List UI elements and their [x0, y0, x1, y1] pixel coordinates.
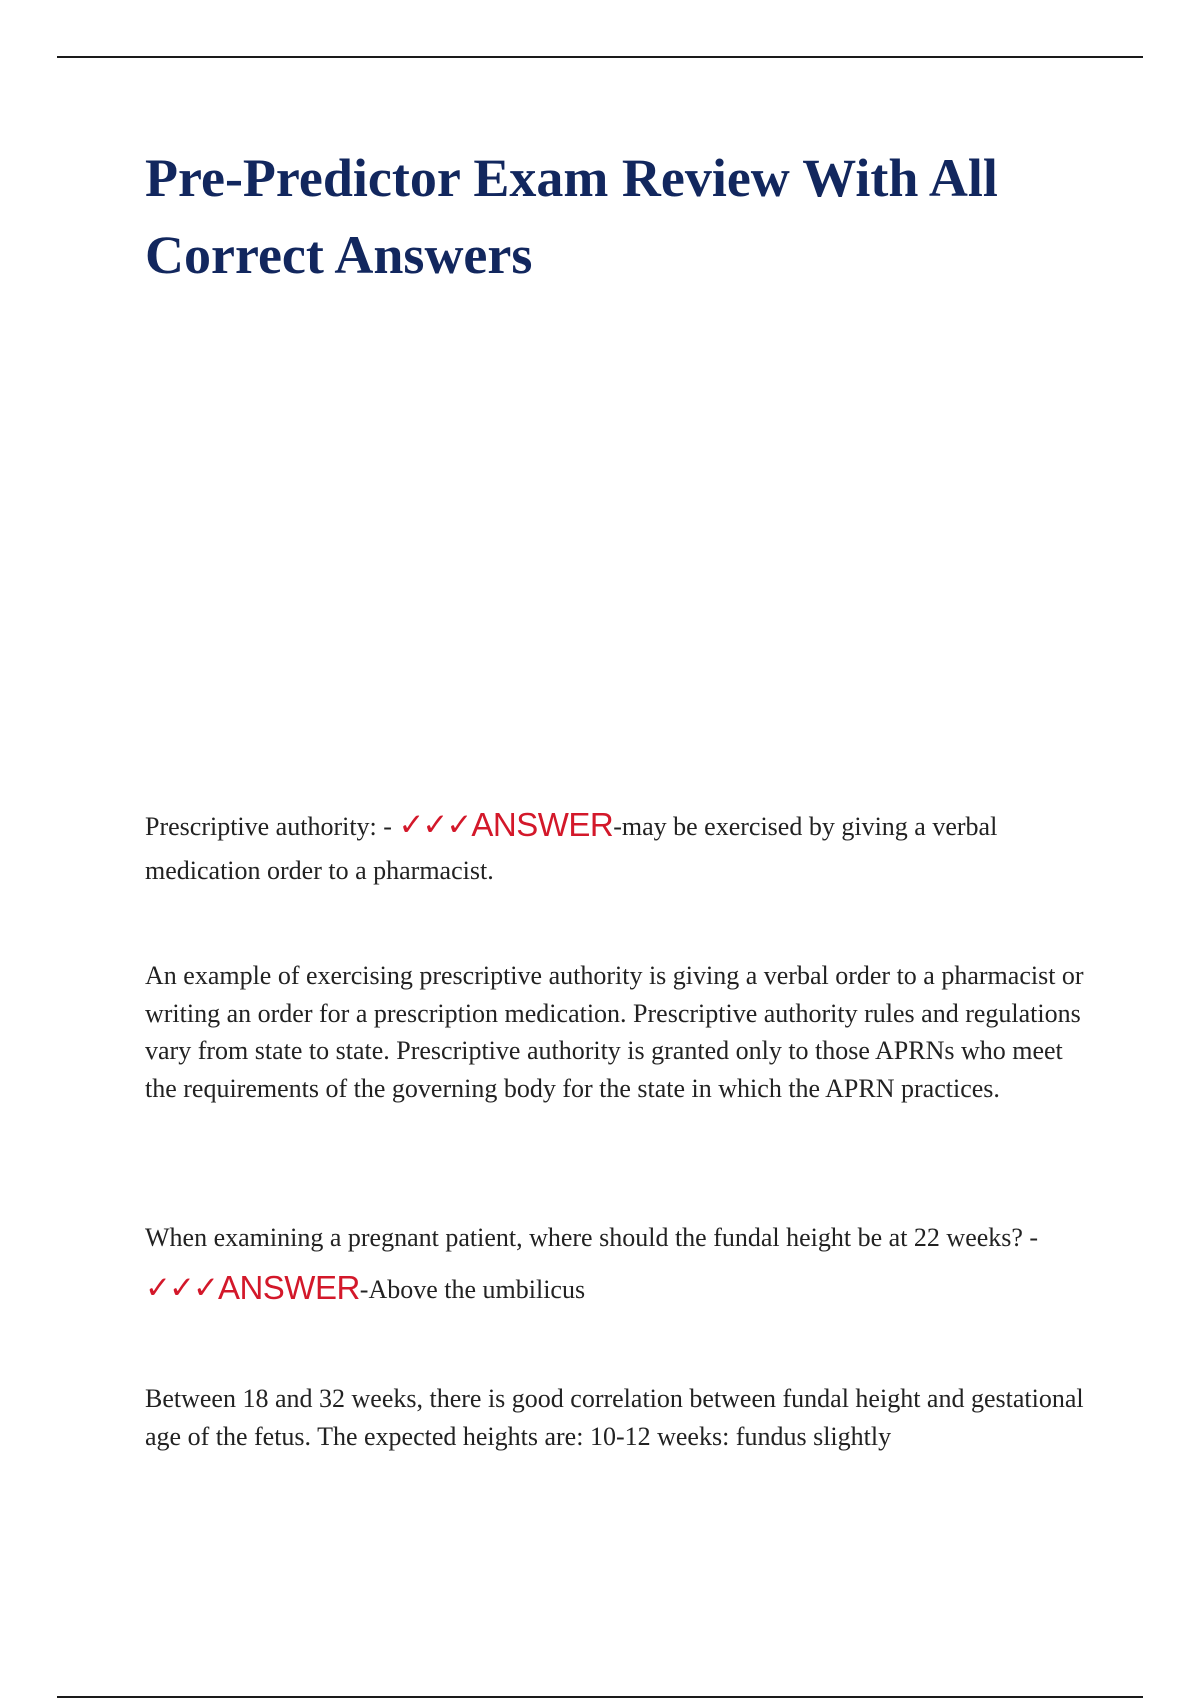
explanation-1: An example of exercising prescriptive authority is giving a verbal order to a pharmacist or writing an order for a prescription medication. Prescriptive authority rules and regulations vary from state to state. Prescriptive authority is granted only to those APRNs who meet the requirements of the governing body for the state in which the APRN practices.	[145, 961, 1084, 1103]
question-2-text: When examining a pregnant patient, where should the fundal height be at 22 weeks? -	[145, 1223, 1039, 1252]
top-rule	[57, 56, 1143, 58]
question-answer-1	[145, 803, 1085, 893]
question-1-text: Prescriptive authority: -	[145, 812, 399, 841]
document-title: Pre-Predictor Exam Review With All Correct Answers	[145, 148, 998, 285]
checkmarks-icon: ✓✓✓	[398, 807, 471, 843]
answer-1-text: -may be exercised by giving a verbal medication order to a pharmacist.	[145, 812, 998, 885]
answer-label: ANSWER	[471, 806, 614, 843]
answer-2-text: -Above the umbilicus	[359, 1275, 586, 1304]
bottom-rule	[57, 1696, 1143, 1698]
question-answer-2	[145, 1213, 1085, 1315]
answer-label: ANSWER	[217, 1269, 360, 1306]
checkmarks-icon: ✓✓✓	[145, 1270, 217, 1306]
explanation-2: Between 18 and 32 weeks, there is good correlation between fundal height and gestational age of the fetus. The expected heights are: 10-12 weeks: fundus slightly	[145, 1384, 1084, 1451]
